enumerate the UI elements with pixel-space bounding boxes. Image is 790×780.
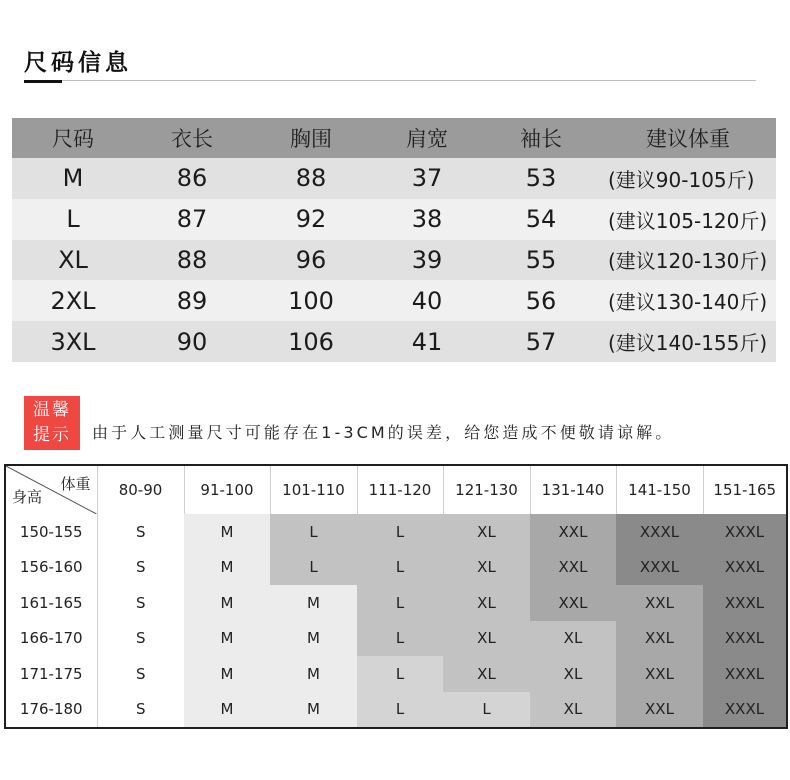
- size-recommendation-cell: L: [357, 514, 443, 550]
- shoulder-cell: 37: [411, 164, 443, 193]
- weight-range-header: 91-100: [184, 465, 270, 514]
- weight-range-header: 131-140: [530, 465, 616, 514]
- size-recommendation-cell: L: [443, 692, 530, 729]
- size-row: [12, 280, 776, 321]
- size-recommendation-cell: L: [357, 692, 443, 729]
- reference-row: [5, 692, 787, 729]
- size-recommendation-cell: M: [184, 656, 270, 692]
- title-divider: [24, 80, 756, 81]
- size-recommendation-cell: XXXL: [616, 550, 703, 586]
- size-recommendation-cell: M: [184, 621, 270, 657]
- size-row: [12, 321, 776, 362]
- size-recommendation-cell: XL: [443, 656, 530, 692]
- size-recommendation-cell: XXXL: [703, 550, 787, 586]
- weight-range-header: 121-130: [443, 465, 530, 514]
- height-range-cell: 150-155: [5, 514, 97, 550]
- size-recommendation-cell: XL: [530, 692, 616, 729]
- size-reference-grid: [4, 464, 788, 729]
- size-recommendation-cell: M: [270, 692, 357, 729]
- weight-range-header: 80-90: [97, 465, 184, 514]
- tip-message: 由于人工测量尺寸可能存在1-3CM的误差，给您造成不便敬请谅解。: [92, 423, 675, 442]
- size-row: [12, 158, 776, 199]
- size-recommendation-cell: M: [270, 621, 357, 657]
- size-recommendation-cell: XL: [443, 514, 530, 550]
- size-recommendation-cell: M: [184, 550, 270, 586]
- length-cell: 87: [176, 205, 208, 234]
- shoulder-cell: 39: [411, 245, 443, 274]
- corner-cell: [5, 465, 97, 514]
- size-cell: XL: [58, 245, 88, 274]
- header-sleeve: 袖长: [520, 127, 562, 151]
- header-length: 衣长: [171, 127, 213, 151]
- shoulder-cell: 40: [411, 286, 443, 315]
- recommended-weight-cell: (建议120-130斤): [608, 249, 768, 274]
- shoulder-cell: 41: [411, 327, 443, 356]
- size-recommendation-cell: XXXL: [703, 514, 787, 550]
- tip-badge-line1: 温馨: [33, 400, 71, 420]
- size-recommendation-cell: XXL: [616, 656, 703, 692]
- size-cell: 2XL: [50, 286, 96, 315]
- header-recommended-weight: 建议体重: [646, 127, 730, 151]
- tip-badge-line2: 提示: [33, 425, 71, 445]
- size-recommendation-cell: XL: [443, 621, 530, 657]
- recommended-weight-cell: (建议140-155斤): [608, 331, 768, 356]
- size-recommendation-cell: M: [184, 692, 270, 729]
- height-range-cell: 176-180: [5, 692, 97, 729]
- header-size: 尺码: [52, 127, 94, 151]
- corner-height-label: 身高: [12, 488, 43, 506]
- weight-range-header: 101-110: [270, 465, 357, 514]
- length-cell: 86: [176, 164, 208, 193]
- sleeve-cell: 53: [525, 164, 557, 193]
- height-range-cell: 161-165: [5, 585, 97, 621]
- length-cell: 89: [176, 286, 208, 315]
- size-recommendation-cell: XXL: [530, 514, 616, 550]
- reference-row: [5, 550, 787, 586]
- header-shoulder: 肩宽: [406, 127, 448, 151]
- size-recommendation-cell: XXL: [616, 621, 703, 657]
- length-cell: 90: [176, 327, 208, 356]
- weight-range-header: 111-120: [357, 465, 443, 514]
- chest-cell: 96: [295, 245, 327, 274]
- size-recommendation-cell: XL: [443, 550, 530, 586]
- reference-row: [5, 621, 787, 657]
- size-recommendation-cell: XXXL: [703, 692, 787, 729]
- sleeve-cell: 57: [525, 327, 557, 356]
- weight-range-header: 151-165: [703, 465, 787, 514]
- height-range-cell: 171-175: [5, 656, 97, 692]
- size-recommendation-cell: XXXL: [616, 514, 703, 550]
- chest-cell: 106: [288, 327, 334, 356]
- length-cell: 88: [176, 245, 208, 274]
- size-recommendation-cell: S: [97, 585, 184, 621]
- size-chart-header-row: [12, 118, 776, 158]
- recommended-weight-cell: (建议130-140斤): [608, 290, 768, 315]
- reference-row: [5, 656, 787, 692]
- shoulder-cell: 38: [411, 205, 443, 234]
- header-chest: 胸围: [290, 127, 332, 151]
- size-recommendation-cell: M: [270, 656, 357, 692]
- size-recommendation-cell: L: [270, 550, 357, 586]
- size-recommendation-cell: XL: [530, 621, 616, 657]
- size-recommendation-cell: S: [97, 514, 184, 550]
- size-recommendation-cell: M: [184, 514, 270, 550]
- size-chart-table: [12, 118, 776, 362]
- size-recommendation-cell: XXL: [616, 585, 703, 621]
- size-recommendation-cell: L: [270, 514, 357, 550]
- height-range-cell: 166-170: [5, 621, 97, 657]
- size-recommendation-cell: M: [270, 585, 357, 621]
- size-row: [12, 240, 776, 281]
- height-range-cell: 156-160: [5, 550, 97, 586]
- size-recommendation-cell: XXL: [616, 692, 703, 729]
- size-recommendation-cell: XXXL: [703, 621, 787, 657]
- size-recommendation-cell: L: [357, 550, 443, 586]
- size-recommendation-cell: XXL: [530, 585, 616, 621]
- title-underline-accent: [24, 80, 62, 83]
- size-recommendation-cell: L: [357, 621, 443, 657]
- size-row: [12, 199, 776, 240]
- reference-header-row: [5, 465, 787, 514]
- size-recommendation-cell: XXXL: [703, 585, 787, 621]
- chest-cell: 88: [295, 164, 327, 193]
- size-recommendation-cell: XL: [443, 585, 530, 621]
- size-cell: 3XL: [50, 327, 96, 356]
- size-recommendation-cell: XL: [530, 656, 616, 692]
- chest-cell: 92: [295, 205, 327, 234]
- size-recommendation-cell: S: [97, 692, 184, 729]
- corner-weight-label: 体重: [60, 475, 91, 493]
- size-recommendation-cell: S: [97, 621, 184, 657]
- size-recommendation-cell: S: [97, 550, 184, 586]
- weight-range-header: 141-150: [616, 465, 703, 514]
- section-title: 尺码信息: [24, 50, 132, 76]
- sleeve-cell: 54: [525, 205, 557, 234]
- size-recommendation-cell: M: [184, 585, 270, 621]
- chest-cell: 100: [288, 286, 334, 315]
- size-recommendation-cell: XXL: [530, 550, 616, 586]
- warm-tip-badge: [24, 396, 80, 450]
- size-recommendation-cell: L: [357, 656, 443, 692]
- size-recommendation-cell: S: [97, 656, 184, 692]
- size-recommendation-cell: XXXL: [703, 656, 787, 692]
- reference-row: [5, 585, 787, 621]
- recommended-weight-cell: (建议90-105斤): [608, 167, 755, 192]
- recommended-weight-cell: (建议105-120斤): [608, 208, 768, 233]
- sleeve-cell: 55: [525, 245, 557, 274]
- size-cell: L: [66, 205, 80, 234]
- sleeve-cell: 56: [525, 286, 557, 315]
- reference-row: [5, 514, 787, 550]
- size-recommendation-cell: L: [357, 585, 443, 621]
- size-cell: M: [62, 164, 84, 193]
